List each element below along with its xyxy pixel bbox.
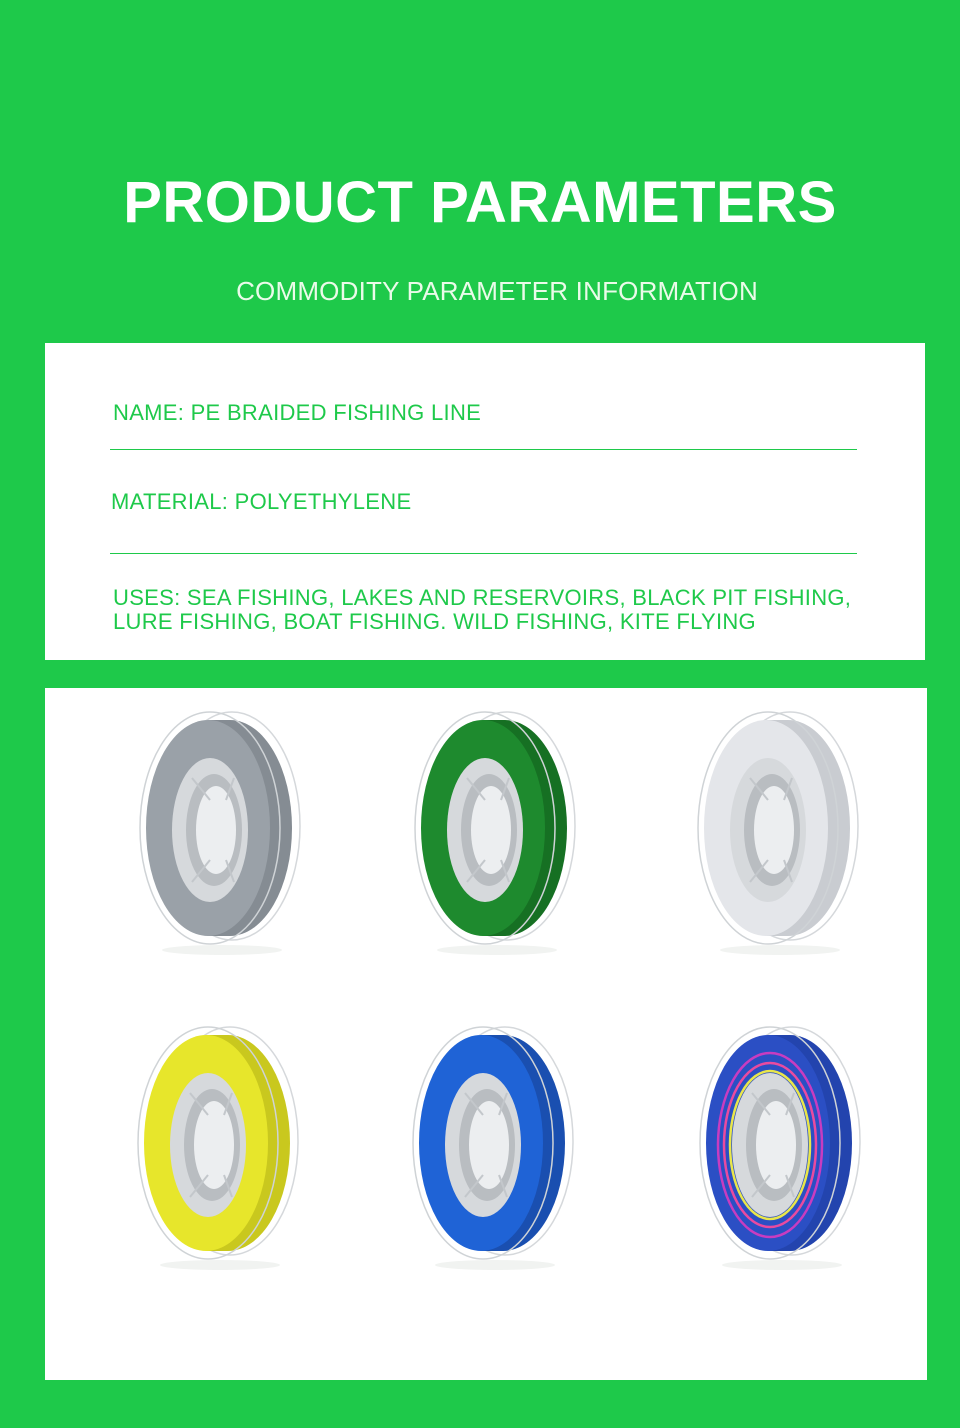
- page-subtitle: COMMODITY PARAMETER INFORMATION: [236, 276, 758, 306]
- divider: [110, 553, 857, 554]
- spool-multicolor: [690, 1023, 870, 1273]
- parameters-card: [45, 343, 925, 660]
- spool-green: [405, 708, 585, 958]
- page-title: PRODUCT PARAMETERS: [123, 170, 837, 235]
- products-card: [45, 688, 927, 1380]
- spool-white: [688, 708, 868, 958]
- spool-blue: [403, 1023, 583, 1273]
- param-name: NAME: PE BRAIDED FISHING LINE: [113, 400, 482, 425]
- divider: [110, 449, 857, 450]
- param-uses-line2: LURE FISHING, BOAT FISHING. WILD FISHING, KITE FLYING: [113, 609, 756, 634]
- param-material: MATERIAL: POLYETHYLENE: [111, 489, 412, 514]
- spool-yellow: [128, 1023, 308, 1273]
- spool-gray: [130, 708, 310, 958]
- param-uses-line1: USES: SEA FISHING, LAKES AND RESERVOIRS, BLACK PIT FISHING,: [113, 585, 852, 610]
